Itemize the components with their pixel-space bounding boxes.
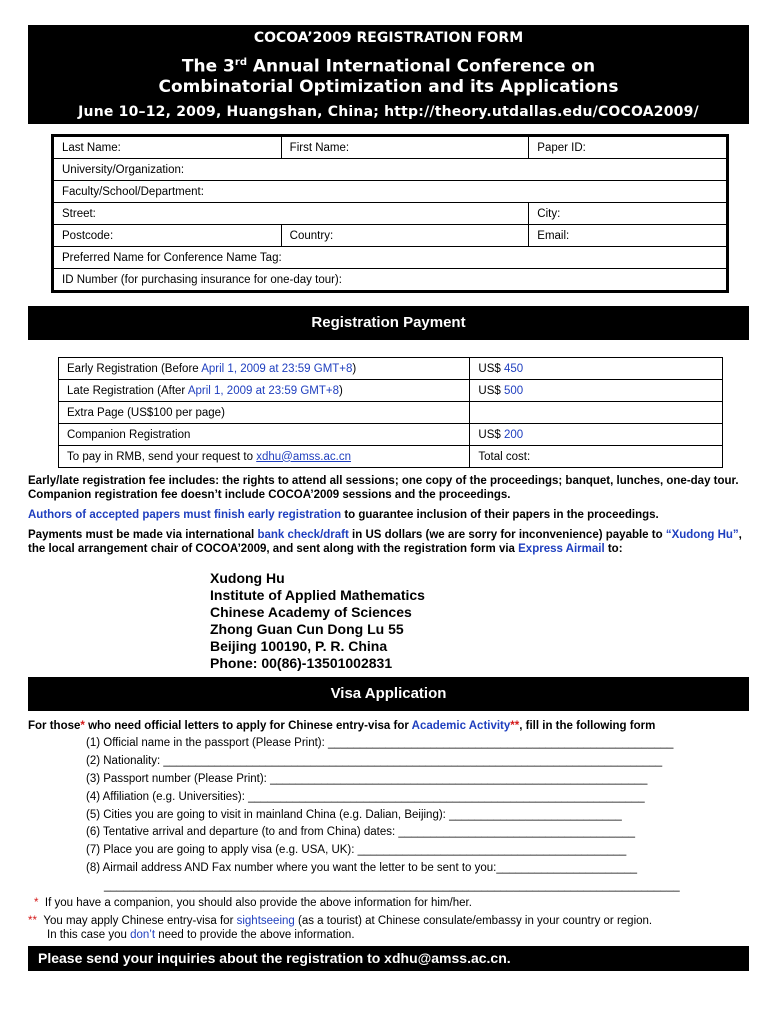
paper-id-field[interactable]: Paper ID: <box>529 137 727 159</box>
late-registration-label: Late Registration (After April 1, 2009 at 23:59 GMT+8) <box>59 380 470 402</box>
last-name-field[interactable]: Last Name: <box>54 137 282 159</box>
form-title: COCOA’2009 REGISTRATION FORM <box>253 30 524 46</box>
late-registration-fee[interactable]: US$ 500 <box>470 380 723 402</box>
authors-note: Authors of accepted papers must finish early registration to guarantee inclusion of their papers in the proceedings. <box>28 509 659 521</box>
visa-intro: For those* who need official letters to apply for Chinese entry-visa for Academic Activity**, fill in the following form <box>28 720 656 732</box>
preferred-name-field[interactable]: Preferred Name for Conference Name Tag: <box>54 247 727 269</box>
rmb-payment-label: To pay in RMB, send your request to xdhu@amss.ac.cn <box>59 446 470 468</box>
rmb-email-link[interactable]: xdhu@amss.ac.cn <box>256 450 351 463</box>
registration-payment-heading: Registration Payment <box>28 306 749 340</box>
faculty-field[interactable]: Faculty/School/Department: <box>54 181 727 203</box>
country-field[interactable]: Country: <box>281 225 529 247</box>
early-registration-label: Early Registration (Before April 1, 2009 at 23:59 GMT+8) <box>59 358 470 380</box>
extra-page-label: Extra Page (US$100 per page) <box>59 402 470 424</box>
mailing-address: Xudong Hu Institute of Applied Mathematics Chinese Academy of Sciences Zhong Guan Cun Dong Lu 55 Beijing 100190, P. R. China Phone: 00(86)-13501002831 <box>210 570 425 671</box>
payment-table <box>58 357 723 468</box>
id-number-field[interactable]: ID Number (for purchasing insurance for one-day tour): <box>54 269 727 291</box>
companion-fee[interactable]: US$ 200 <box>470 424 723 446</box>
postcode-field[interactable]: Postcode: <box>54 225 282 247</box>
dateline: June 10–12, 2009, Huangshan, China; http://theory.utdallas.edu/COCOA2009/ <box>78 103 699 120</box>
header-banner <box>28 25 749 124</box>
email-field[interactable]: Email: <box>529 225 727 247</box>
sightseeing-note: ** You may apply Chinese entry-visa for sightseeing (as a tourist) at Chinese consulate/embassy in your country or region. In this case you don’t need to provide the above information. <box>28 915 653 941</box>
visa-field-apply-place[interactable]: (7) Place you are going to apply visa (e.g. USA, UK): __________________________________________ <box>86 844 627 856</box>
conference-title: The 3rd Annual International Conference on Combinatorial Optimization and its Applications <box>158 56 619 97</box>
visa-field-dates[interactable]: (6) Tentative arrival and departure (to and from China) dates: _____________________________________ <box>86 826 636 838</box>
early-registration-fee[interactable]: US$ 450 <box>470 358 723 380</box>
visa-field-passport-number[interactable]: (3) Passport number (Please Print): ___________________________________________________________ <box>86 773 648 785</box>
visa-field-nationality[interactable]: (2) Nationality: ______________________________________________________________________________ <box>86 755 663 767</box>
street-field[interactable]: Street: <box>54 203 529 225</box>
city-field[interactable]: City: <box>529 203 727 225</box>
extra-page-fee[interactable] <box>470 402 723 424</box>
visa-field-passport-name[interactable]: (1) Official name in the passport (Please Print): ______________________________________________________ <box>86 737 674 749</box>
fee-note: Early/late registration fee includes: the rights to attend all sessions; one copy of the proceedings; banquet, lunches, one-day tour. Companion registration fee doesn’t include COCOA’2009 sessions and the proceedings. <box>28 475 739 501</box>
visa-application-heading: Visa Application <box>28 677 749 711</box>
university-field[interactable]: University/Organization: <box>54 159 727 181</box>
visa-field-airmail-address-line2[interactable]: __________________________________________________________________________________________ <box>104 880 680 892</box>
personal-info-table <box>53 136 727 291</box>
total-cost-field[interactable]: Total cost: <box>470 446 723 468</box>
companion-note: * If you have a companion, you should also provide the above information for him/her. <box>34 897 472 909</box>
visa-field-affiliation[interactable]: (4) Affiliation (e.g. Universities): ______________________________________________________________ <box>86 791 645 803</box>
companion-label: Companion Registration <box>59 424 470 446</box>
payment-instructions: Payments must be made via international bank check/draft in US dollars (we are sorry for inconvenience) payable to “Xudong Hu”, the local arrangement chair of COCOA’2009, and sent along with the registration form via Express Airmail to: <box>28 529 742 555</box>
visa-field-airmail-address[interactable]: (8) Airmail address AND Fax number where you want the letter to be sent to you:______________________ <box>86 862 638 874</box>
first-name-field[interactable]: First Name: <box>281 137 529 159</box>
inquiry-footer: Please send your inquiries about the registration to xdhu@amss.ac.cn. <box>28 946 749 971</box>
visa-field-cities[interactable]: (5) Cities you are going to visit in mainland China (e.g. Dalian, Beijing): ___________________________ <box>86 809 622 821</box>
